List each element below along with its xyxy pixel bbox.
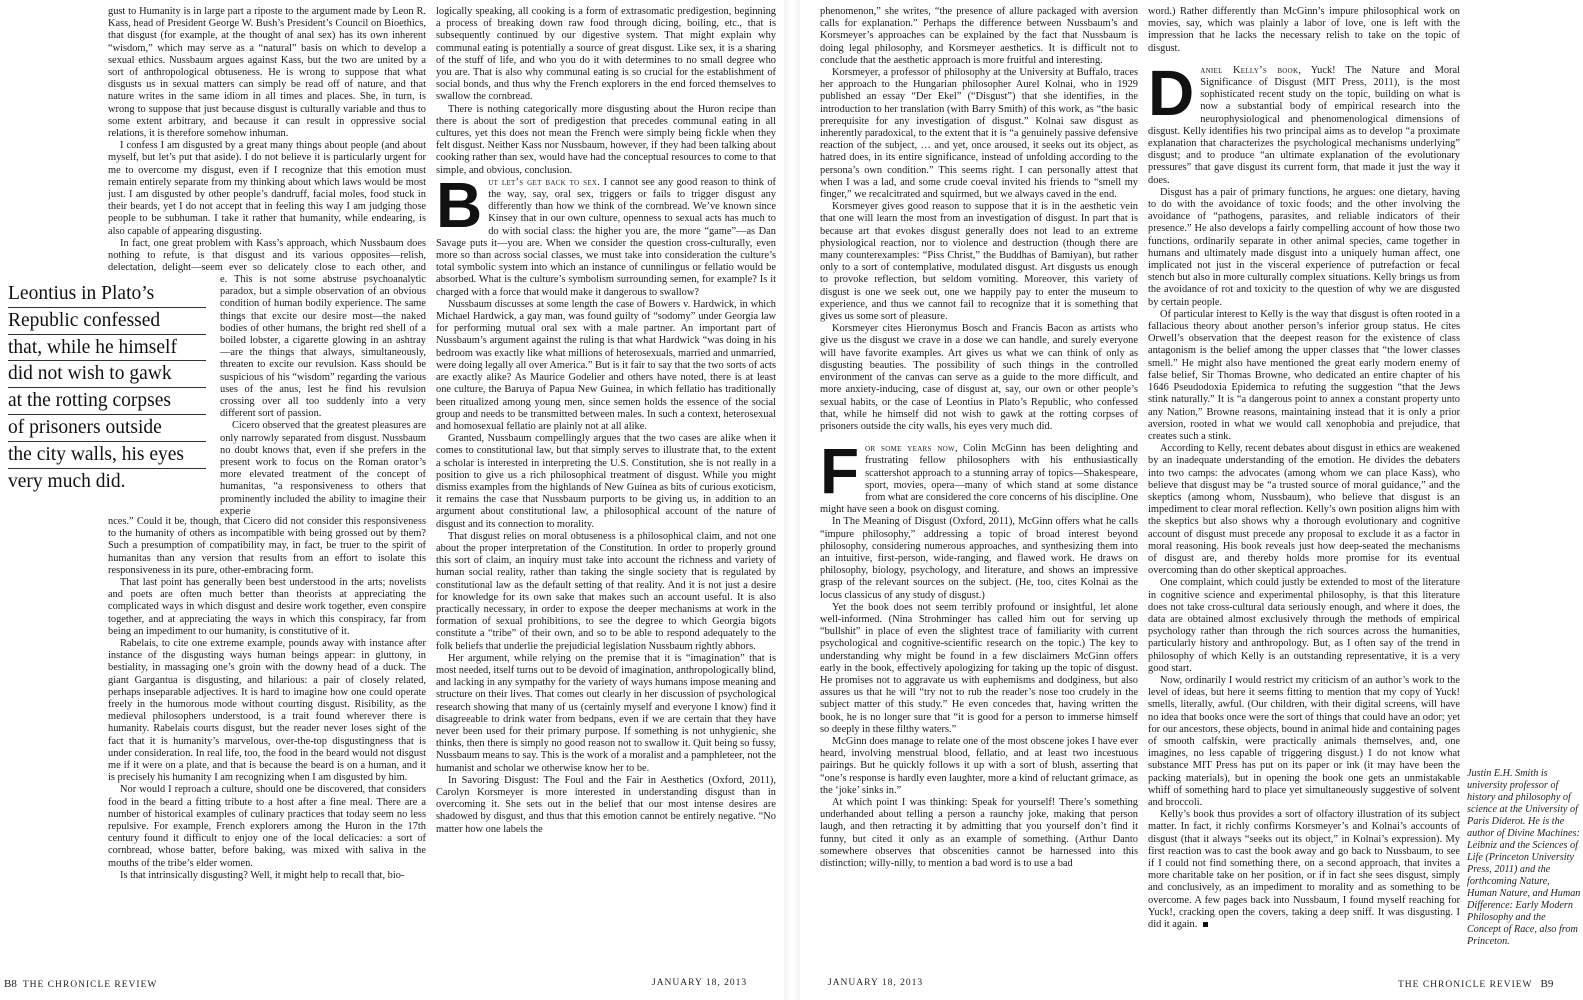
left-column-1-top xyxy=(108,6,426,274)
right-column-2 xyxy=(1148,6,1460,961)
article-paragraph: In fact, one great problem with Kass’s approach, which Nussbaum does nothing to refute, is that disgust and its various opposites—relish, delectation, delight—seem ever so delicately close to each other, and xyxy=(108,237,426,274)
section-spacer xyxy=(820,433,1138,443)
pull-quote-line: at the rotting corpses xyxy=(8,390,206,415)
article-paragraph: Now, ordinarily I would restrict my criticism of an author’s work to the level of ideas, but here it seems fitting to mention that my copy of Yuck! smells, literally, awful. (Our children, with their digital screens, will have no idea that books once were the sort of things that could have an odor; yet for our ancestors, these objects, bound in animal hide and containing pages of smooth calfskin, were practically animals themselves, and, one imagines, no less capable of triggering disgust.) I do not know what substance MIT Press has put on its paper or ink (it may have been the packing materials), but in opening the book one gets an unmistakable whiff of something hard to place yet simultaneously suggestive of solvent and broccoli. xyxy=(1148,674,1460,808)
section-opening-paragraph xyxy=(436,168,776,299)
left-column-2 xyxy=(436,6,776,961)
article-paragraph: Kelly’s book thus provides a sort of olfactory illustration of its subject matter. In fact, it richly confirms Korsmeyer’s and Kolnai’s accounts of disgust (that it always “seeks out its object,” in Kolnai’s expression). My first reaction was to cast the book away and go back to Nussbaum, to see if I could not find something there, on a second approach, that invites a more charitable take on her position, or if in fact she sees disgust, simply and conclusively, as an impediment to morality and as something to be overcome. A few pages back into Nussbaum, I found myself reaching for Yuck!, cracking open the covers, taking a deep sniff. It was disgusting. I did it again. xyxy=(1148,809,1460,931)
article-paragraph: e. This is not some abstruse psychoanalytic paradox, but a simple observation of an obvious condition of human bodily experience. The same things that excite our desire most—the naked bodies of other humans, the bright red shell of a boiled lobster, a cigarette glowing in an ashtray—are the things that always, simultaneously, threaten to excite our revulsion. Kass should be suspicious of his “wisdom” regarding the various uses of the anus, lest he find his revulsion crossing over all too suddenly into a very different sort of passion. xyxy=(220,274,426,420)
pull-quote-line: did not wish to gawk xyxy=(8,363,206,388)
left-page xyxy=(0,0,784,1000)
right-column-1 xyxy=(820,6,1138,961)
article-paragraph: Korsmeyer cites Hieronymus Bosch and Francis Bacon as artists who give us the disgust we crave in a dose we can handle, and surely everyone will have favorite examples. Art gives us what we can think of only as disgusting beauties. The possibility of such things in the controlled environment of the canvas can serve as a guide to the more difficult, and more anxiety-inducing, case of disgust at, say, our own or other people’s sexual habits, or the case of Leontius in Plato’s Republic, who confessed that, while he himself did not wish to gawk at the rotting corpses of prisoners outside the city walls, his eyes very much did. xyxy=(820,323,1138,432)
article-paragraph: Of particular interest to Kelly is the way that disgust is often rooted in a fallacious theory about another person’s inferior group status. He cites Orwell’s observation that the deepest reason for the existence of class antagonism is the belief among the upper classes that “the lower classes smell.” He might also have mentioned the great early modern enemy of false belief, Sir Thomas Browne, who dedicated an entire chapter of his 1646 Pseudodoxia Epidemica to refuting the suggestion “that the Jews stink naturally.” It is “a dangerous point to annex a constant property unto any Nation,” Browne reasons, maintaining instead that it is only a prior aversion, rooted in what we would call xenophobia and prejudice, that creates such a stink. xyxy=(1148,308,1460,442)
page-gutter xyxy=(784,0,800,1000)
pull-quote-line: of prisoners outside xyxy=(8,417,206,442)
paragraph-text: Colin McGinn has been delighting and frustrating fellow philosophers with his enthusiastically scattershot approach to a stunning array of topics—Shakespeare, sport, movies, opera—many of which stand at some distance from what are considered the core concerns of his discipline. One might have seen a book on disgust coming. xyxy=(820,443,1138,516)
paragraph-text: Yuck! The Nature and Moral Significance of Disgust (MIT Press, 2011), is the most sophisticated recent study on the topic, building on what is now a substantial body of empirical research into the neurophysiological and phenomenological dimensions of disgust. Kelly identifies his two principal aims as to develop “a proximate explanation that characterizes the psychological mechanisms underlying” disgust; and to produce “an ultimate explanation of the evolutionary pressures” that gave disgust its current form, that made it just the way it does. xyxy=(1148,64,1460,186)
left-folio xyxy=(4,978,157,990)
article-paragraph: McGinn does manage to relate one of the most obscene jokes I have ever heard, involving menstrual blood, fellatio, and at least two incestuous pairings. But he quickly follows it up with a sort of blush, asserting that “one’s response is hardly even laughter, more a kind of reluctant grimace, as the ‘joke’ sinks in.” xyxy=(820,735,1138,796)
pull-quote-line: the city walls, his eyes xyxy=(8,444,206,469)
left-column-1-bottom xyxy=(108,516,426,960)
lead-in: ut let’s get back to sex. xyxy=(488,176,601,188)
lead-in: aniel Kelly’s book, xyxy=(1200,64,1302,76)
article-paragraph: Korsmeyer gives good reason to suppose that it is in the aesthetic vein that one will learn the most from an investigation of disgust. In part that is because art that evokes disgust generally does not lead to an extreme physiological reaction, nor to violence and destruction (though there are many counterexamples: “Piss Christ,” the Buddhas of Bamiyan), but rather only to a sort of contemplative, modulated disgust. Art disgusts us enough to provoke reflection, but seldom vomiting. Moreover, this variety of disgust is one we seek out, one we happily pay to enter the museum to experience, and thus we cannot fail to recognize that it is something that gives us some sort of pleasure. xyxy=(820,201,1138,323)
publication-title: THE CHRONICLE REVIEW xyxy=(1398,980,1533,990)
article-paragraph: Nussbaum discusses at some length the case of Bowers v. Hardwick, in which Michael Hardwick, a gay man, was found guilty of “sodomy” under Georgia law for performing mutual oral sex with a male partner. An important part of Nussbaum’s argument against the ruling is that what Hardwick “was doing in his bedroom was exactly like what millions of heterosexuals, married and unmarried, were doing legally all over America.” But is it fair to say that the two sorts of acts are exactly alike? As Maurice Godelier and others have noted, there is at least one culture, the Baruya of Papua New Guinea, in which fellatio has traditionally been ritualized among young men, since semen holds the essence of the social group and needs to be transmitted between males. In such a context, heterosexual and homosexual fellatio are plainly not at all alike. xyxy=(436,298,776,432)
article-paragraph: gust to Humanity is in large part a riposte to the argument made by Leon R. Kass, head of President George W. Bush’s President’s Council on Bioethics, that disgust (for example, at the thought of anal sex) has its own inherent “wisdom,” which may serve as a “natural” basis on which to develop a sexual ethics. Nussbaum argues against Kass, but the two are united by a sort of anthropological obtuseness. He is wrong to suppose that what disgusts us in sexual matters can simply be read off of nature, and that nature writes in the same idiom in all times and places. She, in turn, is wrong to suppose that just because disgust is culturally variable and thus to some extent arbitrary, and because it can result in oppressive social relations, it is therefore somehow inhuman. xyxy=(108,6,426,140)
article-paragraph: Rabelais, to cite one extreme example, pounds away with instance after instance of the disgusting ways human beings appear: in gluttony, in bestiality, in massaging one’s groin with the downy head of a duck. The giant Gargantua is disgusting, and hilarious: a pair of closely related, perhaps inseparable adjectives. It is hard to imagine how one could operate freely in the humorous mode without courting disgust. Risibility, as the medieval philosophers understood, is a trait found wherever there is humanity. Rabelais courts disgust, but the reader never loses sight of the fact that it is humanity’s marvelous, over-the-top disgustingness that is under consideration. In real life, too, the food in the beard would not disgust me if it were on a plate, and that is because the beard is on a human, and it is precisely his humanity I am recognizing when I am disgusted by him. xyxy=(108,638,426,784)
pull-quote-line: Leontius in Plato’s xyxy=(8,283,206,308)
article-paragraph: word.) Rather differently than McGinn’s impure philosophical work on movies, say, which was plainly a labor of love, one is left with the impression that he lacks the necessary relish to take on the topic of disgust. xyxy=(1148,6,1460,54)
page-number: B9 xyxy=(1540,978,1554,990)
right-page xyxy=(800,0,1583,1000)
pull-quote xyxy=(8,283,206,496)
paragraph-text: I cannot see any good reason to think of the way, say, oral sex, triggers or fails to trigger disgust any differently than how we think of the cornbread. We’ve known since Kinsey that in our own culture, openness to sexual acts has much to do with social class: the higher you are, the more “game”—as Dan Savage puts it—you are. When we consider the question cross-culturally, even more so than across social classes, we must take into consideration the culture’s total symbolic system into which an instance of cunnilingus or fellatio would be absorbed. What is the culture’s symbolism surrounding semen, for example? Is it charged with a force that would make it dangerous to swallow? xyxy=(436,176,776,298)
section-opening-paragraph xyxy=(1148,56,1460,187)
section-spacer xyxy=(1148,55,1460,65)
article-paragraph: According to Kelly, recent debates about disgust in ethics are weakened by an inadequate understanding of the emotion. He divides the debaters into two camps: the advocates (among whom we can place Kass), who believe that disgust may be “a trusted source of moral guidance,” and the skeptics (among whom, Nussbaum), who believe that disgust is an impediment to clear moral reflection. Kelly’s own position aligns him with the skeptics but also shows why a thorough evolutionary and cognitive account of disgust must precede any proposal to exclude it as a factor in moral reasoning. His book reveals just how deep-seated the mechanisms of disgust are, and thereby holds more promise for its eventual overcoming than do other skeptical approaches. xyxy=(1148,443,1460,577)
article-paragraph: That disgust relies on moral obtuseness is a philosophical claim, and not one about the proper interpretation of the Constitution. In order to properly ground this sort of claim, an inquiry must take into account the richness and variety of human social reality, rather than taking the single society that is regulated by constitutional law as the default setting of that reality. And it is not just a desire for knowledge for its own sake that makes such an account useful. It is also practically necessary, in order to expose the deeper mechanisms at work in the formation of sexual prohibitions, to see the degree to which Georgia bigots constitute a “tribe” of their own, and so to be able to respond adequately to the folk beliefs that underlie the prejudicial legislation Nussbaum rightly abhors. xyxy=(436,530,776,652)
article-paragraph: Disgust has a pair of primary functions, he argues: one dietary, having to do with the avoidance of toxic foods; and the other involving the avoidance of “pathogens, parasites, and reliable indicators of their presence.” He also develops a fairly compelling account of how those two functions, ordinarily separate in other animal species, came together in humans and ultimately made disgust into a uniquely human affect, one implicated not just in the visceral experience of putrefaction or fecal stench but also in more culturally complex situations. Kelly brings us from the avoidance of rot and toxicity to the question of why we are disgusted by certain people. xyxy=(1148,186,1460,308)
pull-quote-line: very much did. xyxy=(8,470,126,492)
author-bio: Justin E.H. Smith is university professor of history and philosophy of science at the University of Paris Diderot. He is the author of Divine Machines: Leibniz and the Sciences of Life (Princeton University Press, 2011) and the forthcoming Nature, Human Nature, and Human Difference: Early Modern Philosophy and the Concept of Race, also from Princeton. xyxy=(1467,768,1581,947)
article-paragraph: Nor would I reproach a culture, should one be discovered, that considers food in the beard a fitting tribute to a host after a fine meal. There are a number of historical examples of culinary practices that today seem no less repulsive. For example, French explorers among the Huron in the 17th century found it difficult to enjoy one of the local delicacies: a sort of cornbread, whose batter, before baking, was mixed with saliva in the mouths of the tribe’s elder women. xyxy=(108,784,426,869)
right-folio-date: JANUARY 18, 2013 xyxy=(828,978,924,988)
pull-quote-line: Republic confessed xyxy=(8,310,206,335)
left-column-1-indented xyxy=(220,274,426,516)
article-paragraph: phenomenon,” she writes, “the presence of allure packaged with aversion calls for explanation.” Perhaps the difference between Nussbaum’s and Korsmeyer’s approaches can be explained by the fact that Nussbaum is doing legal philosophy, and Korsmeyer aesthetics. It is difficult not to conclude that the aesthetic approach is more fruitful and interesting. xyxy=(820,6,1138,66)
section-opening-paragraph xyxy=(820,435,1138,516)
article-paragraph: logically speaking, all cooking is a form of extrasomatic predigestion, beginning a process of breaking down raw food through dicing, boiling, etc., that is subsequently continued by our digestive system. That might explain why communal eating is potentially a source of great disgust. Like sex, it is a sharing of the stuff of life, and who you do it with determines to no small degree who you are. That is also why communal eating is so crucial for the establishment of social bonds, and thus why the French explorers in the end forced themselves to swallow the cornbread. xyxy=(436,6,776,103)
page-number: B8 xyxy=(4,978,17,990)
article-paragraph: That last point has generally been best understood in the arts; novelists and poets are often much better than theorists at appreciating the complicated ways in which disgust and desire work together, even conspire together, and at appreciating the ways in which this conspiracy, far from being an impediment to our humanity, is constitutive of it. xyxy=(108,577,426,637)
article-paragraph: In The Meaning of Disgust (Oxford, 2011), McGinn offers what he calls “impure philosophy,” addressing a topic of broad interest beyond philosophy, considering numerous approaches, and synthesizing them into an intuitive, first-person, wide-ranging, and flawed work. He draws on philosophy, biology, psychology, and literature, and shows an impressive grasp of the relevant sources on the subject. (He, too, cites Kolnai as the locus classicus of any study of disgust.) xyxy=(820,516,1138,601)
article-paragraph: There is nothing categorically more disgusting about the Huron recipe than there is about the sort of predigestion that precedes communal eating in all cultures, yet this does not mean the French were simply being fickle when they felt disgust. Neither Kass nor Nussbaum, however, if they had been talking about cooking rather than sex, would have had the conceptual resources to come to that simple, and obvious, conclusion. xyxy=(436,103,776,176)
article-paragraph: I confess I am disgusted by a great many things about people (and about myself, but let’s put that aside). I do not believe it is particularly urgent for me to overcome my disgust, even if I recognize that this emotion must remain entirely separate from my thinking about which laws would be most just. I am disgusted by other people’s dandruff, facial moles, food stuck in their beards, yet I do not accept that in feeling this way I am judging those people to be subhuman. I take it rather that humanity, while endearing, is also capable of appearing disgusting. xyxy=(108,140,426,237)
article-paragraph: At which point I was thinking: Speak for yourself! There’s something underhanded about telling a person a raunchy joke, making that person laugh, and then retracting it by admitting that you yourself don’t find it funny, but cited it only as an example of something. (Arthur Danto somewhere observes that obscenities cannot be harnessed into this distinction; willy-nilly, to mention a bad word is to use a bad xyxy=(820,797,1138,870)
article-paragraph: Korsmeyer, a professor of philosophy at the University at Buffalo, traces her approach to the Hungarian philosopher Aurel Kolnai, who in 1929 published an essay “Der Ekel” (“Disgust”) that she identifies, in the introduction to her translation (with Barry Smith) of this work, as “the basic prerequisite for any investigation of disgust.” Kolnai saw disgust as inherently paradoxical, to the extent that it is “a genuinely passive defensive reaction of the subject, … and yet, once aroused, it seeks out its object, as hatred does, in its entire significance, instead of unfolding according to the persona’s own condition.” This seems right. I can personally attest that when I was a lad, and some crude coeval invited his friends to “smell my finger,” we recalcitrated and squirmed, but we always caved in the end. xyxy=(820,67,1138,201)
article-paragraph: Is that intrinsically disgusting? Well, it might help to recall that, bio- xyxy=(120,869,405,881)
drop-cap: B xyxy=(436,168,483,241)
drop-cap: F xyxy=(820,435,860,508)
end-mark-icon xyxy=(1203,922,1208,927)
article-paragraph: One complaint, which could justly be extended to most of the literature in cognitive science and experimental philosophy, is that this literature does not take cross-cultural data seriously enough, and where it does, the data are obtained almost exclusively through the methods of empirical psychology rather than through the rich sources across the humanities, particularly history and anthropology. But, as I often say of the trend in philosophy of which Kelly is an outstanding representative, it is a very good start. xyxy=(1148,577,1460,674)
article-paragraph: In Savoring Disgust: The Foul and the Fair in Aesthetics (Oxford, 2011), Carolyn Korsmeyer is more interested in understanding disgust than in overcoming it. She sets out in the belief that our most intense desires are shadowed by disgust, and thus that this emotion cannot be entirely negative. “No matter how one labels the xyxy=(436,774,776,835)
article-paragraph: Cicero observed that the greatest pleasures are only narrowly separated from disgust. Nussbaum no doubt knows that, even if she prefers in the present work to focus on the Roman orator’s more elevated treatment of the concept of humanitas, “a responsiveness to others that prominently included the ability to imagine their experie xyxy=(220,420,426,516)
drop-cap: D xyxy=(1148,56,1195,129)
right-folio xyxy=(1398,978,1553,990)
left-folio-date: JANUARY 18, 2013 xyxy=(652,978,748,988)
publication-title: THE CHRONICLE REVIEW xyxy=(22,980,158,990)
pull-quote-line: that, while he himself xyxy=(8,337,206,362)
article-paragraph: nces.” Could it be, though, that Cicero did not consider this responsiveness to the humanity of others as incompatible with being grossed out by them? Such a presumption of compatibility may, in fact, be truer to the spirit of humanitas than any version that results from an effort to isolate this responsiveness in its pure, other-embracing form. xyxy=(108,516,426,576)
article-paragraph: Yet the book does not seem terribly profound or insightful, let alone well-informed. (Nina Strohminger has called him out for serving up “bullshit” in place of even the slightest trace of familiarity with current psychological and cognitive-scientific research on the topic.) The key to understanding why might be found in a few disclaimers McGinn offers early in the book, effectively apologizing for taking up the topic of disgust. He promises not to aggravate us with euphemisms and dodginess, but also assures us that he will “try not to rub the reader’s nose too crudely in the subject matter of this study.” He even concedes that, having written the book, he is no longer sure that “it is good for a person to immerse himself so deeply in these filthy waters.” xyxy=(820,601,1138,735)
article-paragraph: Her argument, while relying on the premise that it is “imagination” that is most needed, itself turns out to be devoid of imagination, anthropologically blind, and lacking in any sympathy for the variety of ways humans impose meaning and structure on their lives. That comes out clearly in her discussion of psychological research showing that many of us (certainly myself and everyone I know) find it disagreeable to drink water from bedpans, even if we are certain that they have never been used for their primary purpose. If something is not unhygienic, she thinks, then there is simply no good reason not to swallow it. Quit being so fussy, Nussbaum means to say. This is the work of a moralist and a pamphleteer, not the humanist and scholar we otherwise know her to be. xyxy=(436,652,776,774)
article-paragraph: Granted, Nussbaum compellingly argues that the two cases are alike when it comes to constitutional law, but that simply serves to illustrate that, to the extent a scholar is interested in interpreting the U.S. Constitution, she is not really in a position to give us a rich philosophical treatment of disgust. While you might dismiss examples from the highlands of New Guinea as bits of curious exoticism, it remains the case that Nussbaum purports to be giving us, in addition to an argument about constitutional law, a philosophical account of the nature of disgust and its connection to morality. xyxy=(436,433,776,530)
lead-in: or some years now, xyxy=(865,443,958,455)
